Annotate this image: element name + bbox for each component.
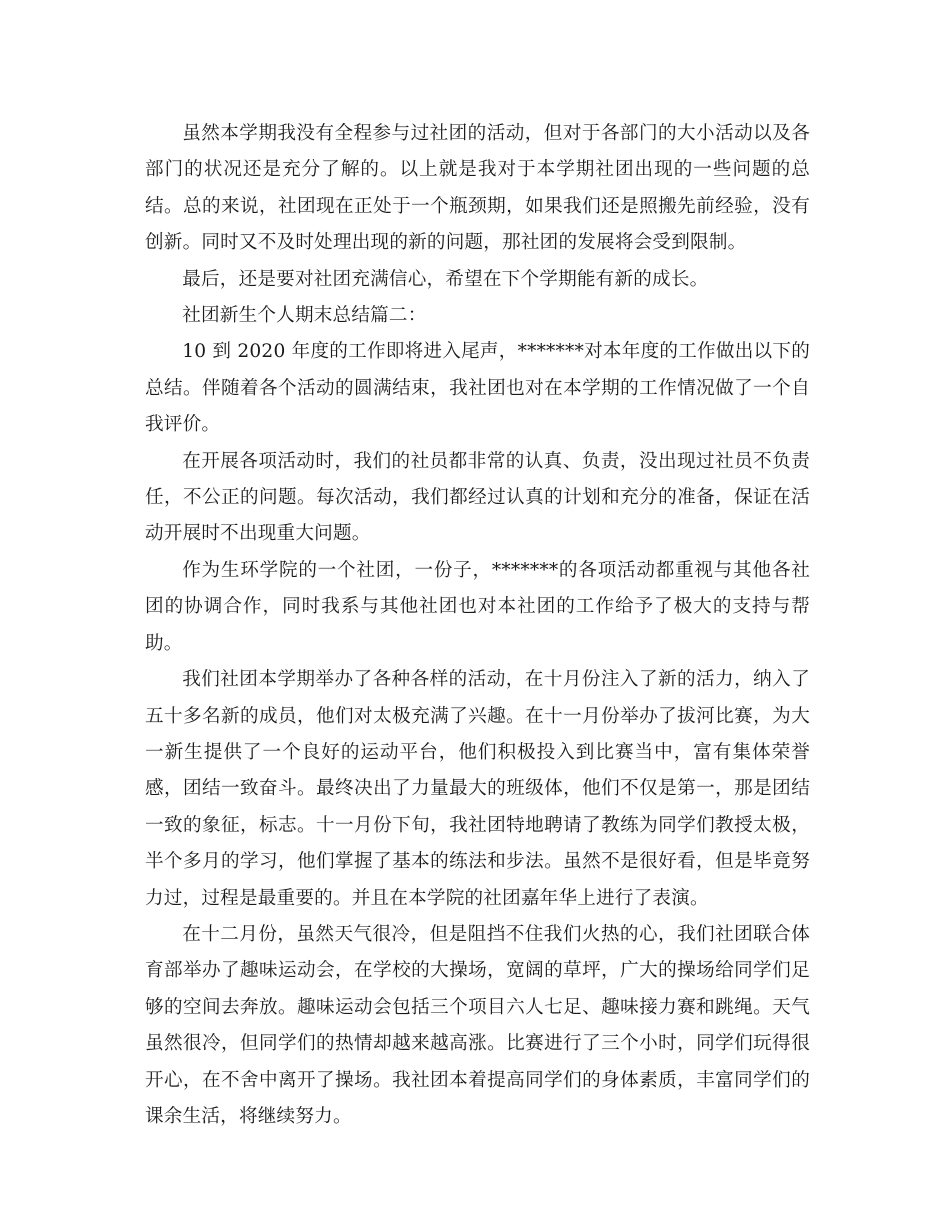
paragraph-activities-autumn: 我们社团本学期举办了各种各样的活动，在十月份注入了新的活力，纳入了五十多名新的成员，他们对太极充满了兴趣。在十一月份举办了拔河比赛，为大一新生提供了一个良好的运动平台，他们积极投入到比赛当中，富有集体荣誉感，团结一致奋斗。最终决出了力量最大的班级体，他们不仅是第一，那是团结一致的象征，标志。十一月份下旬，我社团特地聘请了教练为同学们教授太极，半个多月的学习，他们掌握了基本的练法和步法。虽然不是很好看，但是毕竟努力过，过程是最重要的。并且在本学院的社团嘉年华上进行了表演。 xyxy=(145,669,810,909)
document-page xyxy=(145,116,810,1135)
paragraph-member-responsibility: 在开展各项活动时，我们的社员都非常的认真、负责，没出现过社员不负责任，不公正的问题。每次活动，我们都经过认真的计划和充分的准备，保证在活动开展时不出现重大问题。 xyxy=(145,450,810,545)
paragraph-annual-intro: 10 到 2020 年度的工作即将进入尾声，*******对本年度的工作做出以下的总结。伴随着各个活动的圆满结束，我社团也对在本学期的工作情况做了一个自我评价。 xyxy=(145,341,810,436)
paragraph-summary-reflection: 虽然本学期我没有全程参与过社团的活动，但对于各部门的大小活动以及各部门的状况还是充分了解的。以上就是我对于本学期社团出现的一些问题的总结。总的来说，社团现在正处于一个瓶颈期，如果我们还是照搬先前经验，没有创新。同时又不及时处理出现的新的问题，那社团的发展将会受到限制。 xyxy=(145,123,810,254)
paragraph-cooperation: 作为生环学院的一个社团，一份子，*******的各项活动都重视与其他各社团的协调合作，同时我系与其他社团也对本社团的工作给予了极大的支持与帮助。 xyxy=(145,559,810,654)
paragraph-closing-confidence: 最后，还是要对社团充满信心，希望在下个学期能有新的成长。 xyxy=(182,268,709,290)
paragraph-activities-december: 在十二月份，虽然天气很冷，但是阻挡不住我们火热的心，我们社团联合体育部举办了趣味运动会，在学校的大操场，宽阔的草坪，广大的操场给同学们足够的空间去奔放。趣味运动会包括三个项目六人七足、趣味接力赛和跳绳。天气虽然很冷，但同学们的热情却越来越高涨。比赛进行了三个小时，同学们玩得很开心，在不舍中离开了操场。我社团本着提高同学们的身体素质，丰富同学们的课余生活，将继续努力。 xyxy=(145,923,810,1127)
section-heading-part-two: 社团新生个人期末总结篇二： xyxy=(182,305,427,327)
